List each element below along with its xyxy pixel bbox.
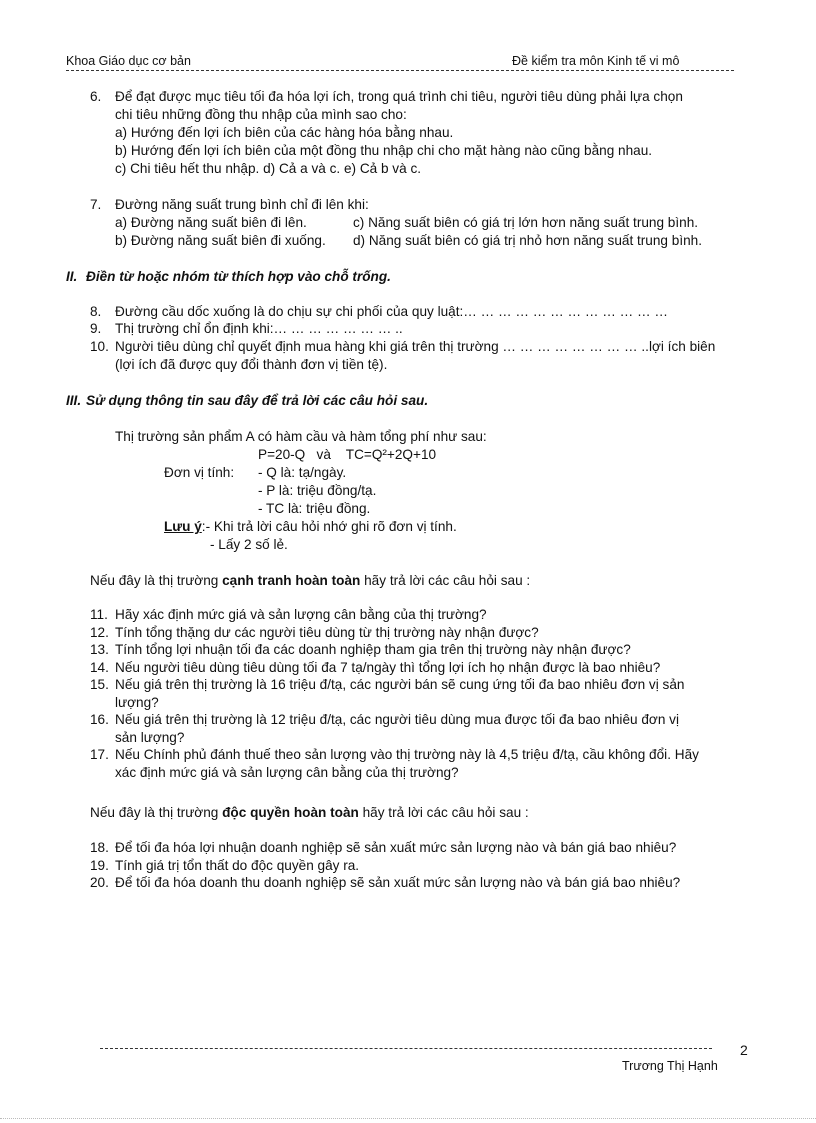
question-item: [90, 711, 750, 729]
prompt-text: Nếu đây là thị trường: [90, 805, 223, 820]
question-text: Tính tổng thặng dư các người tiêu dùng từ thị trường này nhận được?: [115, 624, 539, 640]
question-number: 9.: [90, 321, 102, 336]
question-number: 12.: [90, 624, 109, 640]
question-item: [90, 857, 750, 875]
section-3-heading: [66, 392, 428, 410]
unit-label: Đơn vị tính:: [164, 465, 235, 480]
note-line-1: [164, 518, 457, 536]
question-number: 8.: [90, 304, 102, 319]
note-label: Lưu ý: [164, 519, 202, 534]
question-7-option-b: b) Đường năng suất biên đi xuống.: [115, 233, 326, 248]
question-10: [90, 338, 715, 356]
demand-cost-formula: P=20-Q và TC=Q²+2Q+10: [258, 447, 437, 462]
question-item: [90, 659, 750, 677]
page-number: 2: [740, 1042, 748, 1058]
section-title: Điền từ hoặc nhóm từ thích hợp vào chỗ trống.: [86, 269, 391, 284]
question-7-option-d: d) Năng suất biên có giá trị nhỏ hơn năng suất trung bình.: [353, 233, 702, 248]
prompt-text-end: hãy trả lời các câu hỏi sau :: [358, 805, 529, 820]
question-number: 6.: [90, 89, 102, 104]
section-title: Sử dụng thông tin sau đây để trả lời các câu hỏi sau.: [86, 393, 429, 408]
question-item: [90, 606, 750, 624]
question-text: Thị trường chỉ ổn định khi:… … … … … … … ..: [115, 321, 403, 336]
header-department: Khoa Giáo dục cơ bản: [66, 54, 191, 68]
section-2-heading: [66, 268, 391, 286]
market-intro: Thị trường sản phẩm A có hàm cầu và hàm tổng phí như sau:: [115, 429, 487, 444]
question-text: Hãy xác định mức giá và sản lượng cân bằng của thị trường?: [115, 607, 487, 622]
author-name: Trương Thị Hạnh: [622, 1059, 718, 1073]
prompt-bold: cạnh tranh hoàn toàn: [222, 573, 361, 588]
page-edge: [0, 1118, 816, 1119]
question-item: [90, 641, 750, 659]
question-number: 10.: [90, 339, 109, 354]
question-item: [90, 839, 750, 857]
question-6-options-cde: c) Chi tiêu hết thu nhập. d) Cả a và c. e) Cả b và c.: [115, 161, 422, 176]
question-number: 19.: [90, 857, 109, 873]
question-text: Để tối đa hóa doanh thu doanh nghiệp sẽ sản xuất mức sản lượng nào và bán giá bao nhiêu?: [115, 875, 681, 890]
question-6-line2: chi tiêu những đồng thu nhập của mình sao cho:: [115, 107, 407, 122]
question-number: 13.: [90, 642, 109, 657]
question-number: 17.: [90, 747, 109, 762]
question-number: 11.: [90, 607, 108, 622]
question-number: 20.: [90, 875, 109, 890]
question-text-continued: sản lượng?: [115, 729, 185, 745]
footer-divider: [100, 1048, 712, 1049]
question-text: Nếu giá trên thị trường là 12 triệu đ/tạ, các người tiêu dùng mua được tối đa bao nhiêu đơn vị: [115, 712, 679, 727]
question-text: Đường cầu dốc xuống là do chịu sự chi phối của quy luật:… … … … … … … … … … … …: [115, 304, 668, 319]
question-7-option-a: a) Đường năng suất biên đi lên.: [115, 215, 307, 230]
prompt-text: Nếu đây là thị trường: [90, 573, 223, 588]
monopoly-prompt: [90, 804, 529, 822]
prompt-bold: độc quyền hoàn toàn: [222, 805, 359, 820]
question-7: [90, 196, 369, 214]
question-8: [90, 303, 668, 321]
question-9: [90, 320, 403, 338]
prompt-text-end: hãy trả lời các câu hỏi sau :: [360, 573, 531, 588]
header-exam-title: Đề kiểm tra môn Kinh tế vi mô: [512, 54, 680, 68]
question-number: 18.: [90, 840, 109, 855]
question-text-continued: lượng?: [115, 694, 159, 710]
question-text: Nếu Chính phủ đánh thuế theo sản lượng vào thị trường này là 4,5 triệu đ/tạ, cầu không đổi. Hãy: [115, 747, 699, 762]
question-item: [90, 676, 750, 694]
question-text: Để đạt được mục tiêu tối đa hóa lợi ích, trong quá trình chi tiêu, người tiêu dùng phải lựa chọn: [115, 89, 683, 104]
question-text: Tính tổng lợi nhuận tối đa các doanh nghiệp tham gia trên thị trường này nhận được?: [115, 642, 631, 657]
question-6-option-a: a) Hướng đến lợi ích biên của các hàng hóa bằng nhau.: [115, 125, 454, 140]
header-divider: [66, 70, 734, 71]
unit-tc: - TC là: triệu đồng.: [258, 501, 371, 516]
question-10-line2: (lợi ích đã được quy đổi thành đơn vị tiền tệ).: [115, 357, 388, 372]
question-6-option-b: b) Hướng đến lợi ích biên của một đồng thu nhập chi cho mặt hàng nào cũng bằng nhau.: [115, 143, 653, 158]
question-number: 7.: [90, 197, 102, 212]
section-number: III.: [66, 393, 82, 408]
question-text: Để tối đa hóa lợi nhuận doanh nghiệp sẽ sản xuất mức sản lượng nào và bán giá bao nhiêu?: [115, 840, 677, 855]
question-number: 14.: [90, 659, 109, 675]
question-text: Tính giá trị tổn thất do độc quyền gây ra.: [115, 857, 360, 873]
section-number: II.: [66, 269, 78, 284]
question-text-continued: xác định mức giá và sản lượng cân bằng của thị trường?: [115, 764, 459, 780]
question-7-option-c: c) Năng suất biên có giá trị lớn hơn năng suất trung bình.: [353, 215, 699, 230]
unit-q: - Q là: tạ/ngày.: [258, 465, 347, 480]
note-line-2: - Lấy 2 số lẻ.: [210, 537, 288, 552]
question-item: [90, 874, 750, 892]
question-text: Nếu người tiêu dùng tiêu dùng tối đa 7 tạ/ngày thì tổng lợi ích họ nhận được là bao nhiêu?: [115, 659, 661, 675]
question-text: Nếu giá trên thị trường là 16 triệu đ/tạ, các người bán sẽ cung ứng tối đa bao nhiêu đơn vị sản: [115, 677, 685, 692]
question-text: Người tiêu dùng chỉ quyết định mua hàng khi giá trên thị trường … … … … … … … … ..lợi ích biên: [115, 339, 716, 354]
question-number: 15.: [90, 677, 109, 692]
question-text: Đường năng suất trung bình chỉ đi lên khi:: [115, 197, 369, 212]
question-6: [90, 88, 750, 106]
competitive-prompt: [90, 572, 530, 590]
unit-p: - P là: triệu đồng/tạ.: [258, 483, 377, 498]
question-item: [90, 624, 750, 642]
note-text: :- Khi trả lời câu hỏi nhớ ghi rõ đơn vị tính.: [201, 519, 457, 534]
question-number: 16.: [90, 712, 109, 727]
question-item: [90, 746, 750, 764]
